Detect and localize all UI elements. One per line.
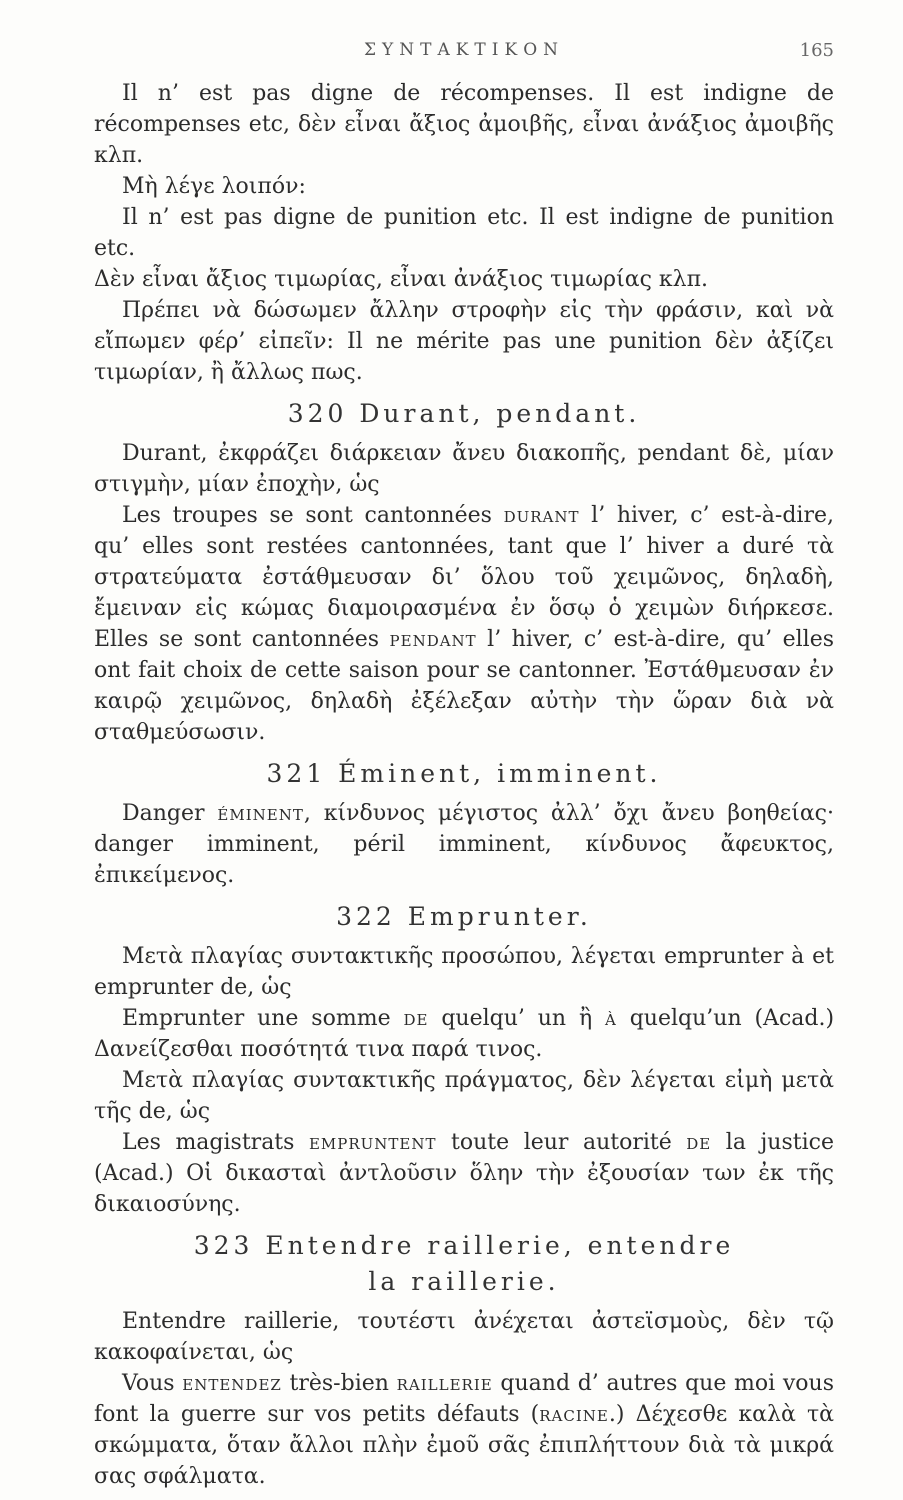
keyword-raillerie: raillerie bbox=[396, 1371, 493, 1396]
paragraph-323-definition: Entendre raillerie, τουτέστι ἀνέχεται ἀστεϊσμοὺς, δὲν τῷ κακοφαίνεται, ὡς bbox=[94, 1309, 834, 1365]
text-run: Les magistrats bbox=[122, 1130, 295, 1155]
paragraph-322-example-magistrats bbox=[94, 1127, 834, 1220]
paragraph-me-lege: Μὴ λέγε λοιπόν: bbox=[122, 174, 306, 199]
paragraph-digne-punition: Il n’ est pas digne de punition etc. Il est indigne de punition etc. bbox=[94, 205, 834, 261]
heading-322: 322 Emprunter. bbox=[336, 902, 592, 931]
text-run: quelqu’ un ἢ bbox=[441, 1006, 593, 1031]
text-run: quand d’ autres que moi vous font la guerre sur vos petits défauts ( bbox=[94, 1371, 834, 1427]
paragraph-322-example-somme bbox=[94, 1003, 834, 1065]
text-run: Danger bbox=[122, 801, 205, 826]
heading-323-line2: la raillerie. bbox=[368, 1267, 560, 1296]
body-text bbox=[94, 78, 834, 1492]
text-run: Les troupes se sont cantonnées bbox=[122, 503, 492, 528]
heading-323-line1: 323 Entendre raillerie, entendre bbox=[193, 1231, 735, 1260]
running-head bbox=[94, 40, 834, 70]
heading-321: 321 Éminent, imminent. bbox=[266, 759, 662, 788]
keyword-racine: racine bbox=[539, 1402, 609, 1427]
paragraph-digne-recompenses: Il n’ est pas digne de récompenses. Il est indigne de récompenses etc, δὲν εἶναι ἄξιος ἀμοιβῆς, εἶναι ἀνάξιος ἀμοιβῆς κλπ. bbox=[94, 81, 834, 168]
keyword-pendant: pendant bbox=[389, 627, 477, 652]
text-run: la justice (Acad.) Οἱ δικασταὶ ἀντλοῦσιν ὅλην τὴν ἐξουσίαν των ἐκ τῆς δικαιοσύνης. bbox=[94, 1130, 834, 1217]
paragraph-prepei-strophen: Πρέπει νὰ δώσωμεν ἄλλην στροφὴν εἰς τὴν φράσιν, καὶ νὰ εἴπωμεν φέρ’ εἰπεῖν: Il ne mérite pas une punition δὲν ἀξίζει τιμωρίαν, ἢ ἄλλως πως. bbox=[94, 298, 834, 385]
text-run: Vous bbox=[122, 1371, 175, 1396]
keyword-a: à bbox=[605, 1006, 617, 1031]
running-title: ΣΥΝΤΑΚΤΙΚΟΝ bbox=[364, 40, 564, 60]
paragraph-320-definition: Durant, ἐκφράζει διάρκειαν ἄνευ διακοπῆς, pendant δὲ, μίαν στιγμὴν, μίαν ἐποχὴν, ὡς bbox=[94, 441, 834, 497]
heading-320: 320 Durant, pendant. bbox=[287, 399, 641, 428]
keyword-de: de bbox=[686, 1130, 712, 1155]
text-run: , κίνδυνος μέγιστος ἀλλ’ ὄχι ἄνευ βοηθείας· danger imminent, péril imminent, κίνδυνος ἄφευκτος, ἐπικείμενος. bbox=[94, 801, 834, 888]
text-run: l’ hiver, c’ est-à-dire, qu’ elles sont restées cantonnées, tant que l’ hiver a duré τὰ στρατεύματα ἐστάθμευσαν δι’ ὅλου τοῦ χειμῶνος, δηλαδὴ, ἔμειναν εἰς κώμας διαμοιρασμένα ἐν ὅσῳ ὁ χειμὼν διήρκεσε. Elles se sont cantonnées bbox=[94, 503, 834, 652]
paragraph-320-example bbox=[94, 500, 834, 748]
text-run: .) Δέχεσθε καλὰ τὰ σκώμματα, ὅταν ἄλλοι πλὴν ἐμοῦ σᾶς ἐπιπλήττουν διὰ τὰ μικρά σας σφάλματα. bbox=[94, 1402, 835, 1489]
keyword-eminent: éminent bbox=[217, 801, 304, 826]
text-run: l’ hiver, c’ est-à-dire, qu’ elles ont fait choix de cette saison pour se cantonner. Ἐστάθμευσαν ἐν καιρῷ χειμῶνος, δηλαδὴ ἐξέλεξαν αὐτὴν τὴν ὥραν διὰ νὰ σταθμεύσωσιν. bbox=[94, 627, 835, 745]
text-run: toute leur autorité bbox=[451, 1130, 672, 1155]
keyword-empruntent: empruntent bbox=[308, 1130, 437, 1155]
keyword-entendez: entendez bbox=[182, 1371, 282, 1396]
keyword-de: de bbox=[403, 1006, 429, 1031]
paragraph-axios-timorias: Δὲν εἶναι ἄξιος τιμωρίας, εἶναι ἀνάξιος τιμωρίας κλπ. bbox=[94, 267, 709, 292]
paragraph-322-rule-thing: Μετὰ πλαγίας συντακτικῆς πράγματος, δὲν λέγεται εἰμὴ μετὰ τῆς de, ὡς bbox=[94, 1068, 834, 1124]
paragraph-321-example bbox=[94, 798, 834, 891]
page-number: 165 bbox=[799, 40, 834, 61]
paragraph-322-rule-person: Μετὰ πλαγίας συντακτικῆς προσώπου, λέγεται emprunter à et emprunter de, ὡς bbox=[94, 944, 834, 1000]
keyword-durant: durant bbox=[503, 503, 580, 528]
text-run: quelqu’un (Acad.) Δανείζεσθαι ποσότητά τινα παρά τινος. bbox=[94, 1006, 835, 1062]
text-run: Emprunter une somme bbox=[122, 1006, 391, 1031]
paragraph-323-example bbox=[94, 1368, 834, 1492]
text-run: très-bien bbox=[289, 1371, 389, 1396]
